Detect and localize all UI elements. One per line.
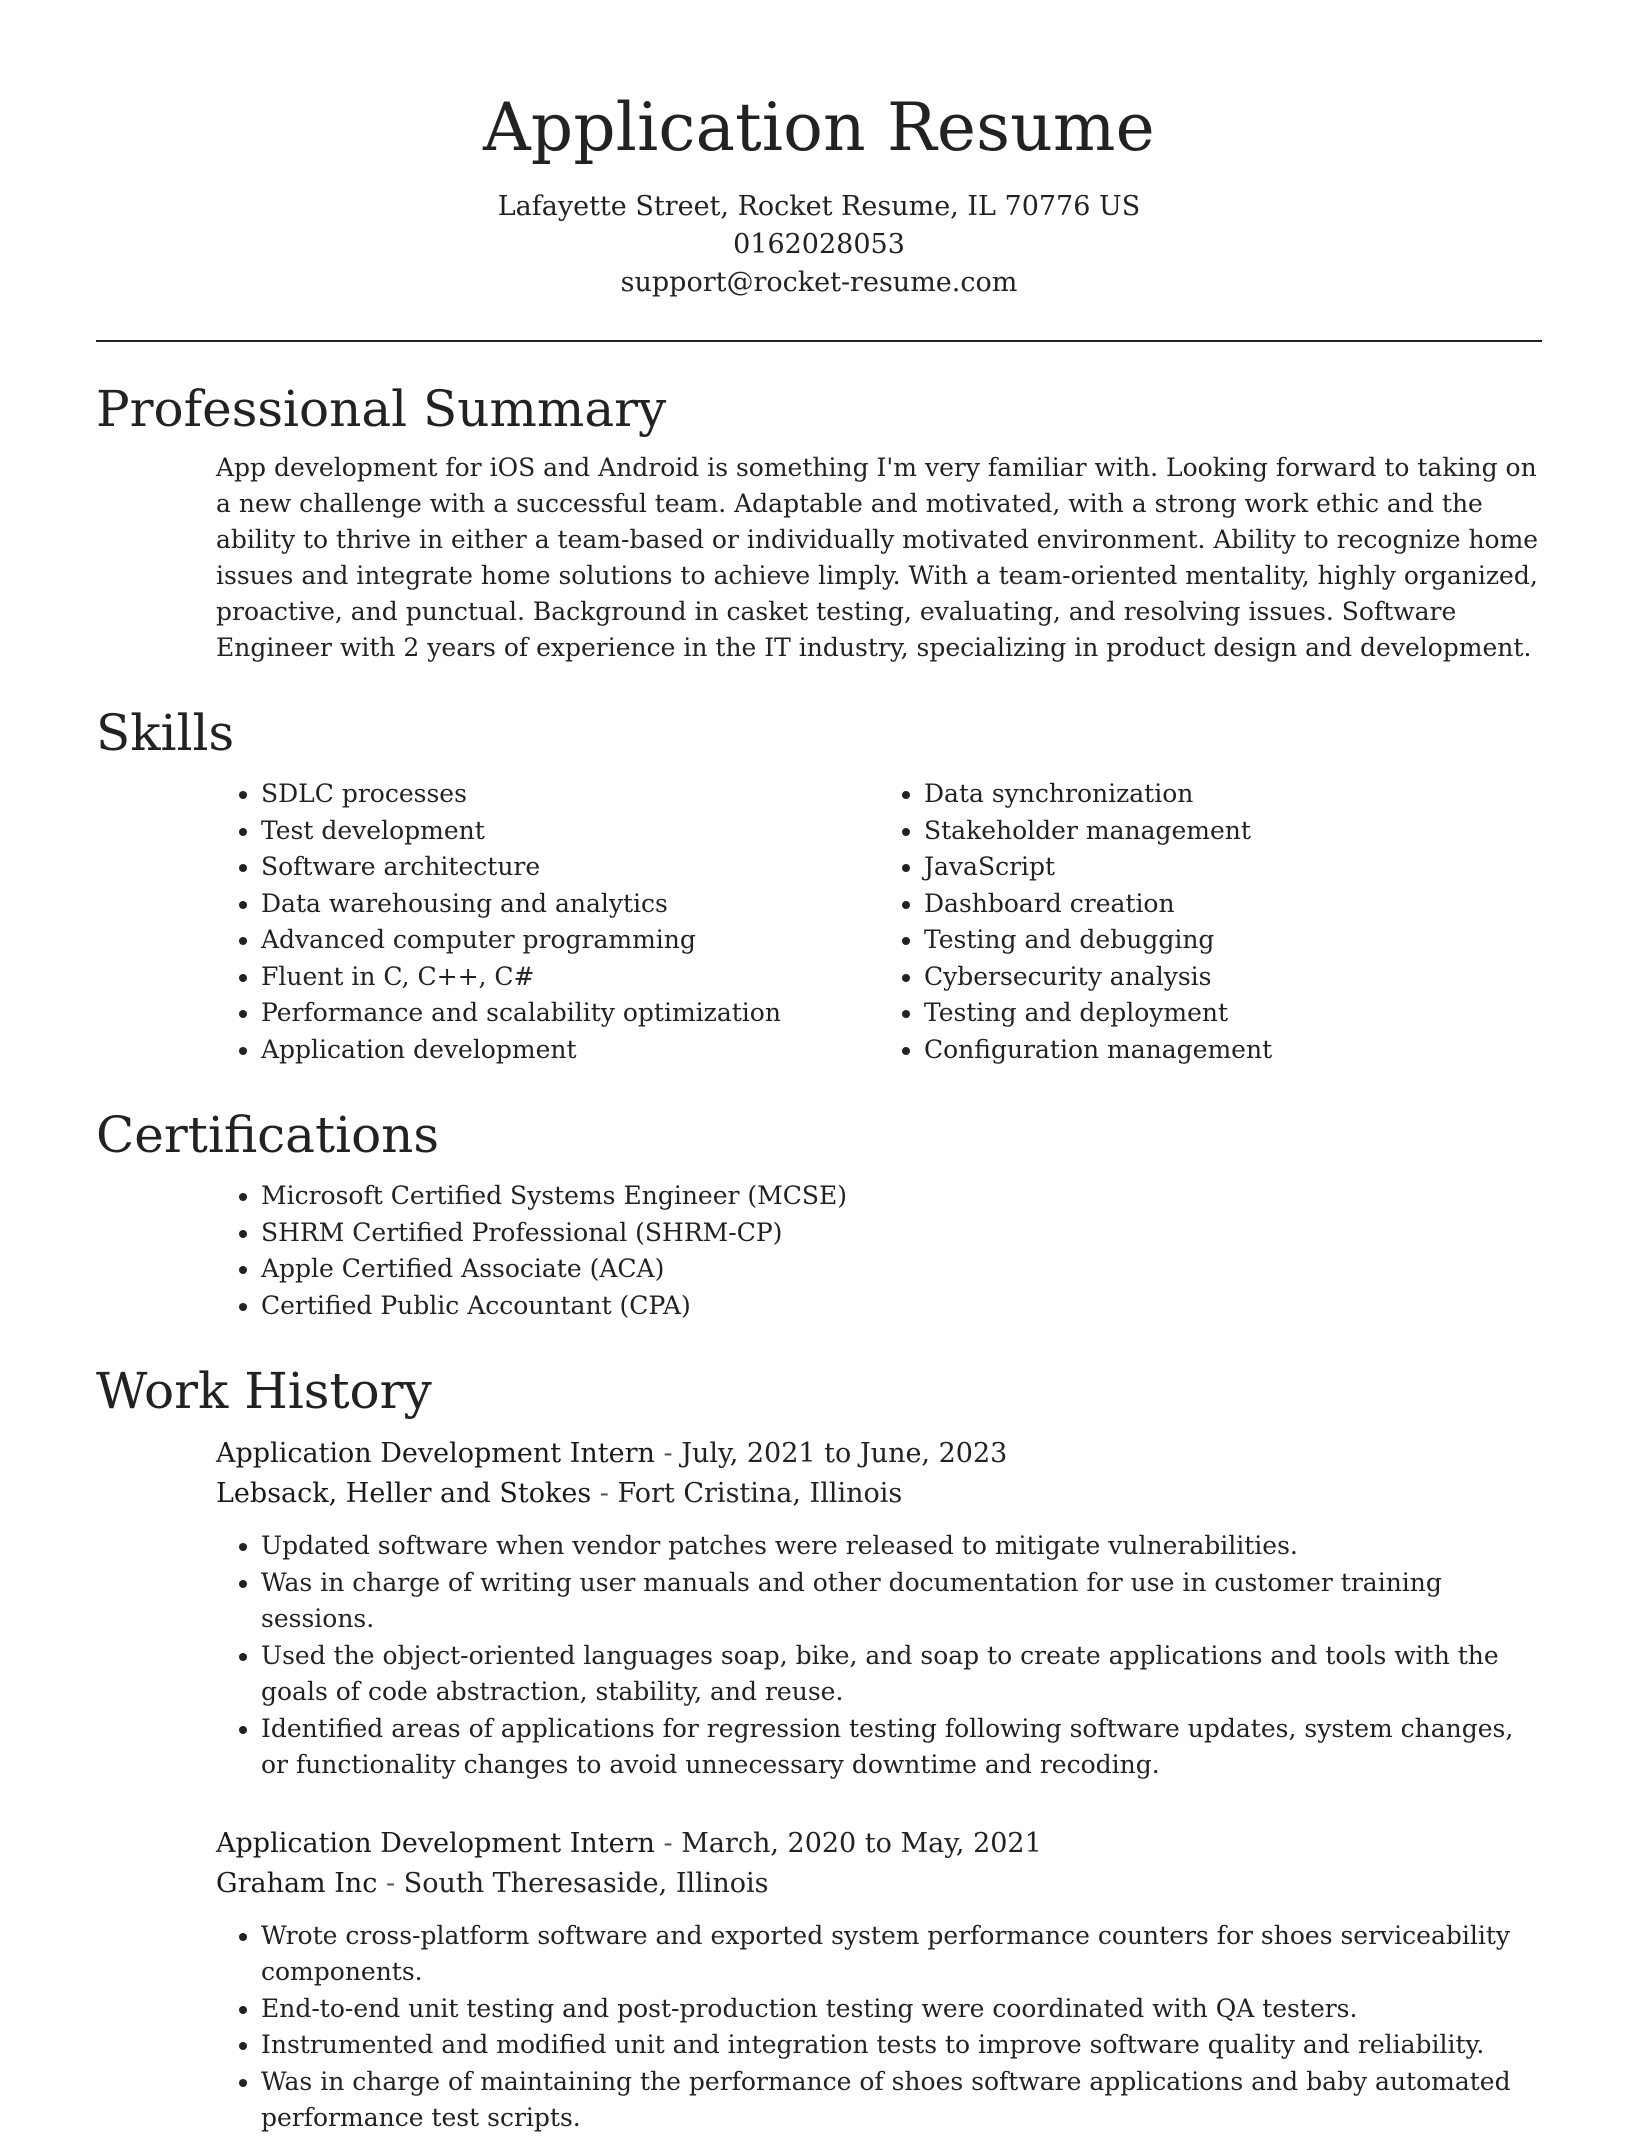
job-duty: • Instrumented and modified unit and integration tests to improve software quality and reliability.	[261, 2027, 1542, 2064]
contact-info	[96, 188, 1542, 302]
contact-email: support@rocket-resume.com	[620, 267, 1018, 298]
skill-item: • Advanced computer programming	[261, 922, 879, 959]
job-company: Graham Inc	[216, 1867, 378, 1899]
work-history-section	[96, 1356, 1542, 2137]
skill-item: • Application development	[261, 1032, 879, 1069]
job-separator: -	[654, 1827, 682, 1859]
job-duty: • Identified areas of applications for regression testing following software updates, system changes, or functionality changes to avoid unnecessary downtime and recoding.	[261, 1711, 1542, 1784]
skills-body	[216, 776, 1542, 1068]
job-entry	[216, 1824, 1542, 2137]
skill-item: • Cybersecurity analysis	[924, 959, 1542, 996]
job-location: South Theresaside, Illinois	[403, 1867, 769, 1899]
work-history-body	[216, 1434, 1542, 2137]
summary-section	[96, 374, 1542, 666]
job-company-line	[216, 1474, 1542, 1514]
resume-title: Application Resume	[483, 89, 1155, 166]
job-dates: March, 2020 to May, 2021	[681, 1827, 1042, 1859]
job-duty: • Used the object-oriented languages soap, bike, and soap to create applications and tools with the goals of code abstraction, stability, and reuse.	[261, 1638, 1542, 1711]
job-duty: • Updated software when vendor patches were released to mitigate vulnerabilities.	[261, 1528, 1542, 1565]
job-duties-list	[216, 1918, 1542, 2137]
skills-title: Skills	[96, 704, 235, 762]
job-separator: -	[591, 1478, 618, 1509]
certifications-section	[96, 1100, 1542, 1324]
skill-item: • Dashboard creation	[924, 886, 1542, 923]
job-position-line	[216, 1434, 1542, 1474]
job-dates: July, 2021 to June, 2023	[681, 1438, 1008, 1469]
skill-item: • Performance and scalability optimization	[261, 995, 879, 1032]
skill-item: • Data synchronization	[924, 776, 1542, 813]
certifications-list	[216, 1178, 1542, 1324]
job-duty: • Was in charge of maintaining the performance of shoes software applications and baby automated performance test scripts.	[261, 2064, 1542, 2137]
job-company-line	[216, 1864, 1542, 1904]
job-duties-list	[216, 1528, 1542, 1784]
job-company: Lebsack, Heller and Stokes	[216, 1478, 592, 1509]
skill-item: • Testing and debugging	[924, 922, 1542, 959]
skill-item: • Data warehousing and analytics	[261, 886, 879, 923]
job-duty: • Wrote cross-platform software and exported system performance counters for shoes serviceability components.	[261, 1918, 1542, 1991]
skill-item: • Software architecture	[261, 849, 879, 886]
contact-phone: 0162028053	[733, 229, 905, 260]
job-duty: • Was in charge of writing user manuals and other documentation for use in customer training sessions.	[261, 1565, 1542, 1638]
certifications-title: Certifications	[96, 1106, 440, 1164]
job-position: Application Development Intern	[216, 1827, 655, 1859]
work-history-title: Work History	[96, 1362, 432, 1420]
job-entry	[216, 1434, 1542, 1784]
skills-column-left	[216, 776, 879, 1068]
certification-item: • Microsoft Certified Systems Engineer (MCSE)	[261, 1178, 1542, 1215]
skill-item: • SDLC processes	[261, 776, 879, 813]
job-location: Fort Cristina, Illinois	[617, 1478, 903, 1509]
contact-address: Lafayette Street, Rocket Resume, IL 70776 US	[497, 191, 1141, 222]
job-separator: -	[654, 1438, 682, 1469]
skills-section	[96, 698, 1542, 1068]
skill-item: • Stakeholder management	[924, 813, 1542, 850]
certification-item: • Certified Public Accountant (CPA)	[261, 1288, 1542, 1325]
skill-item: • Test development	[261, 813, 879, 850]
skills-grid	[216, 776, 1542, 1068]
skill-item: • Configuration management	[924, 1032, 1542, 1069]
resume-header	[96, 0, 1542, 302]
certification-item: • Apple Certified Associate (ACA)	[261, 1251, 1542, 1288]
resume-page	[96, 0, 1542, 2137]
job-position-line	[216, 1824, 1542, 1864]
job-duty: • End-to-end unit testing and post-production testing were coordinated with QA testers.	[261, 1991, 1542, 2028]
skills-column-right	[879, 776, 1542, 1068]
skill-item: • Testing and deployment	[924, 995, 1542, 1032]
skill-item: • JavaScript	[924, 849, 1542, 886]
skill-item: • Fluent in C, C++, C#	[261, 959, 879, 996]
job-position: Application Development Intern	[216, 1438, 655, 1469]
job-separator: -	[377, 1867, 404, 1899]
summary-text: App development for iOS and Android is something I'm very familiar with. Looking forward to taking on a new challenge with a successful team. Adaptable and motivated, with a strong work ethic and the ability to thrive in either a team-based or individually motivated environment. Ability to recognize home issues and integrate home solutions to achieve limply. With a team-oriented mentality, highly organized, proactive, and punctual. Background in casket testing, evaluating, and resolving issues. Software Engineer with 2 years of experience in the IT industry, specializing in product design and development.	[216, 453, 1539, 662]
certification-item: • SHRM Certified Professional (SHRM-CP)	[261, 1215, 1542, 1252]
summary-body	[216, 450, 1542, 666]
summary-title: Professional Summary	[96, 380, 667, 438]
header-divider	[96, 340, 1542, 342]
certifications-body	[216, 1178, 1542, 1324]
